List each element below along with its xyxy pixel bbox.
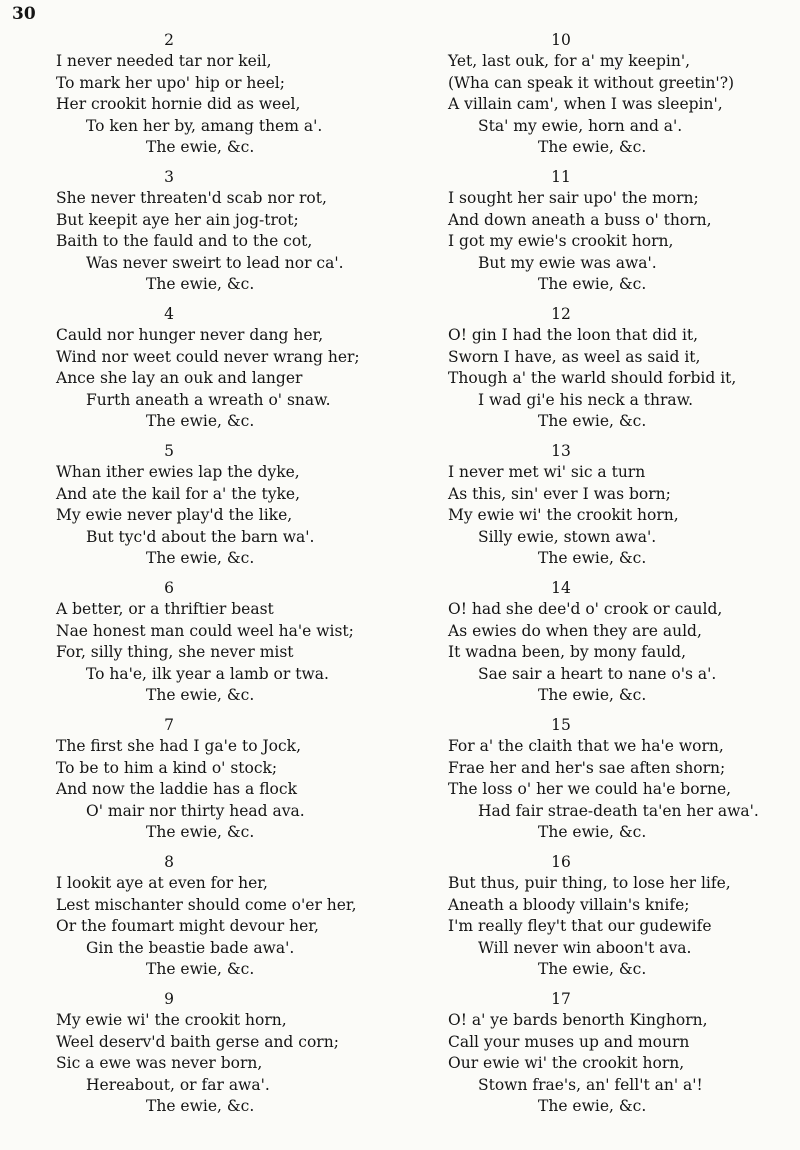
left-column: [56, 30, 396, 1126]
verse-line: To ha'e, ilk year a lamb or twa.: [86, 664, 329, 683]
chorus-line: The ewie, &c.: [538, 686, 647, 704]
stanza-number: 11: [551, 168, 571, 186]
verse-line: Aneath a bloody villain's knife;: [448, 895, 690, 914]
chorus-line: The ewie, &c.: [146, 138, 255, 156]
verse-line: My ewie wi' the crookit horn,: [448, 506, 679, 524]
chorus-line: The ewie, &c.: [538, 412, 647, 430]
verse-line: Was never sweirt to lead nor ca'.: [86, 253, 344, 272]
verse-line: As ewies do when they are auld,: [448, 621, 702, 640]
verse-line: Frae her and her's sae aften shorn;: [448, 758, 726, 777]
verse-line: Silly ewie, stown awa'.: [478, 527, 657, 546]
chorus-line: The ewie, &c.: [146, 960, 255, 978]
verse-line: But thus, puir thing, to lose her life,: [448, 874, 731, 892]
verse-line: It wadna been, by mony fauld,: [448, 643, 687, 661]
verse-line: Our ewie wi' the crookit horn,: [448, 1054, 685, 1072]
verse-line: Stown frae's, an' fell't an' a'!: [478, 1075, 703, 1094]
right-column: [448, 30, 798, 1126]
verse-line: Sic a ewe was never born,: [56, 1054, 263, 1072]
stanza: [56, 30, 396, 167]
verse-line: To ken her by, amang them a'.: [86, 116, 323, 135]
verse-line: She never threaten'd scab nor rot,: [56, 189, 327, 207]
stanza: [56, 441, 396, 578]
stanza-number: 10: [551, 31, 571, 49]
verse-line: I never needed tar nor keil,: [56, 52, 272, 70]
stanza: [448, 852, 798, 989]
verse-line: Cauld nor hunger never dang her,: [56, 326, 324, 344]
verse-line: To mark her upo' hip or heel;: [56, 73, 285, 92]
verse-line: Had fair strae-death ta'en her awa'.: [478, 801, 759, 820]
verse-line: O! a' ye bards benorth Kinghorn,: [448, 1011, 708, 1029]
stanza: [448, 578, 798, 715]
verse-line: And now the laddie has a flock: [56, 780, 297, 798]
stanza-number: 16: [551, 853, 571, 871]
stanza-number: 12: [551, 305, 571, 323]
stanza-number: 3: [164, 168, 174, 186]
chorus-line: The ewie, &c.: [146, 1097, 255, 1115]
stanza-number: 14: [551, 579, 571, 597]
chorus-line: The ewie, &c.: [538, 960, 647, 978]
verse-line: But my ewie was awa'.: [478, 253, 657, 272]
chorus-line: The ewie, &c.: [146, 686, 255, 704]
stanza: [56, 852, 396, 989]
stanza: [448, 167, 798, 304]
verse-line: A villain cam', when I was sleepin',: [448, 95, 723, 113]
verse-line: Baith to the fauld and to the cot,: [56, 232, 313, 250]
verse-line: I lookit aye at even for her,: [56, 874, 268, 892]
stanza-number: 15: [551, 716, 571, 734]
verse-line: (Wha can speak it without greetin'?): [448, 73, 735, 92]
chorus-line: The ewie, &c.: [146, 412, 255, 430]
chorus-line: The ewie, &c.: [538, 1097, 647, 1115]
verse-line: The first she had I ga'e to Jock,: [56, 737, 301, 755]
verse-line: Or the foumart might devour her,: [56, 917, 319, 935]
stanza: [448, 715, 798, 852]
chorus-line: The ewie, &c.: [538, 138, 647, 156]
verse-line: Hereabout, or far awa'.: [86, 1075, 270, 1094]
verse-line: Her crookit hornie did as weel,: [56, 95, 301, 113]
chorus-line: The ewie, &c.: [146, 549, 255, 567]
verse-line: The loss o' her we could ha'e borne,: [448, 780, 732, 798]
verse-line: But tyc'd about the barn wa'.: [86, 527, 315, 546]
verse-line: A better, or a thriftier beast: [56, 600, 274, 618]
stanza: [56, 578, 396, 715]
verse-line: Weel deserv'd baith gerse and corn;: [56, 1032, 339, 1051]
verse-line: And down aneath a buss o' thorn,: [448, 210, 712, 229]
verse-line: Whan ither ewies lap the dyke,: [56, 463, 300, 481]
verse-line: I wad gi'e his neck a thraw.: [478, 390, 694, 409]
stanza-number: 4: [164, 305, 174, 323]
stanza-number: 2: [164, 31, 174, 49]
chorus-line: The ewie, &c.: [538, 275, 647, 293]
verse-line: Call your muses up and mourn: [448, 1032, 690, 1051]
verse-line: O! had she dee'd o' crook or cauld,: [448, 600, 723, 618]
verse-line: I never met wi' sic a turn: [448, 463, 646, 481]
verse-line: My ewie wi' the crookit horn,: [56, 1011, 287, 1029]
stanza-number: 5: [164, 442, 174, 460]
verse-line: My ewie never play'd the like,: [56, 506, 293, 524]
stanza-number: 8: [164, 853, 174, 871]
verse-line: Ance she lay an ouk and langer: [56, 369, 303, 387]
stanza-number: 6: [164, 579, 174, 597]
chorus-line: The ewie, &c.: [538, 549, 647, 567]
verse-line: And ate the kail for a' the tyke,: [56, 484, 301, 503]
verse-line: I'm really fley't that our gudewife: [448, 917, 712, 935]
stanza: [56, 715, 396, 852]
page-number: 30: [12, 4, 36, 24]
verse-line: Nae honest man could weel ha'e wist;: [56, 621, 354, 640]
verse-line: Sae sair a heart to nane o's a'.: [478, 664, 717, 683]
verse-line: Sworn I have, as weel as said it,: [448, 347, 701, 366]
stanza: [56, 989, 396, 1126]
chorus-line: The ewie, &c.: [146, 275, 255, 293]
verse-line: Furth aneath a wreath o' snaw.: [86, 390, 331, 409]
verse-line: I got my ewie's crookit horn,: [448, 232, 674, 250]
stanza: [448, 30, 798, 167]
stanza: [448, 304, 798, 441]
stanza: [56, 167, 396, 304]
stanza-number: 13: [551, 442, 571, 460]
chorus-line: The ewie, &c.: [146, 823, 255, 841]
verse-line: But keepit aye her ain jog-trot;: [56, 210, 299, 229]
verse-line: For a' the claith that we ha'e worn,: [448, 737, 724, 755]
stanza: [448, 989, 798, 1126]
verse-line: Though a' the warld should forbid it,: [448, 369, 737, 387]
verse-line: Sta' my ewie, horn and a'.: [478, 116, 683, 135]
verse-line: O' mair nor thirty head ava.: [86, 801, 305, 820]
verse-line: Will never win aboon't ava.: [478, 938, 692, 957]
stanza: [448, 441, 798, 578]
stanza: [56, 304, 396, 441]
verse-line: Lest mischanter should come o'er her,: [56, 895, 357, 914]
verse-line: Wind nor weet could never wrang her;: [56, 347, 360, 366]
stanza-number: 17: [551, 990, 571, 1008]
verse-line: Yet, last ouk, for a' my keepin',: [448, 52, 691, 70]
chorus-line: The ewie, &c.: [538, 823, 647, 841]
verse-line: I sought her sair upo' the morn;: [448, 189, 699, 207]
verse-line: Gin the beastie bade awa'.: [86, 938, 295, 957]
verse-line: As this, sin' ever I was born;: [448, 484, 671, 503]
verse-line: O! gin I had the loon that did it,: [448, 326, 699, 344]
verse-line: For, silly thing, she never mist: [56, 643, 294, 661]
verse-line: To be to him a kind o' stock;: [56, 758, 278, 777]
stanza-number: 7: [164, 716, 174, 734]
stanza-number: 9: [164, 990, 174, 1008]
